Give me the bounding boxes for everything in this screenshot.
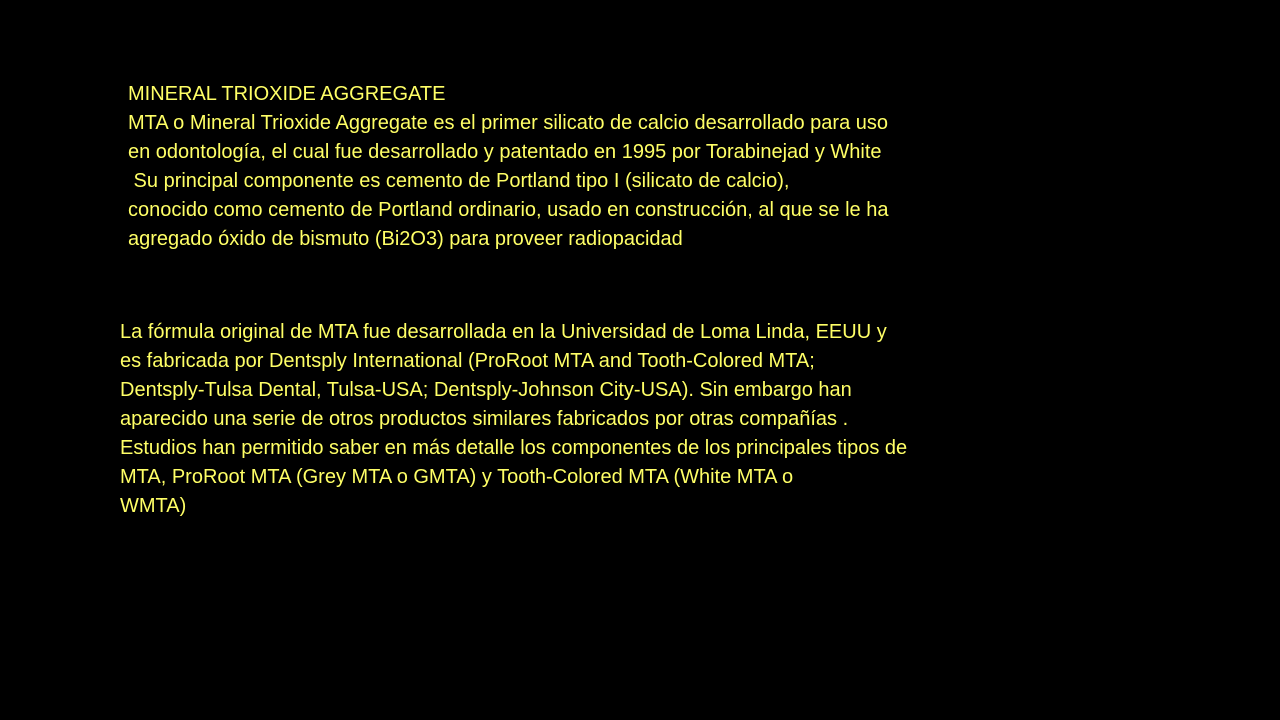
text-line: Estudios han permitido saber en más detalle los componentes de los principales tipos de <box>120 437 908 459</box>
paragraph-mta-origin <box>120 318 907 521</box>
paragraph-mta-definition <box>128 80 888 254</box>
text-line: agregado óxido de bismuto (Bi2O3) para proveer radiopacidad <box>128 228 683 250</box>
text-line: WMTA) <box>120 495 187 517</box>
text-line: en odontología, el cual fue desarrollado y patentado en 1995 por Torabinejad y White <box>128 141 882 163</box>
text-line: MTA o Mineral Trioxide Aggregate es el primer silicato de calcio desarrollado para uso <box>128 112 888 134</box>
slide-title: MINERAL TRIOXIDE AGGREGATE <box>128 83 446 105</box>
text-line: conocido como cemento de Portland ordinario, usado en construcción, al que se le ha <box>128 199 889 221</box>
text-line: MTA, ProRoot MTA (Grey MTA o GMTA) y Tooth-Colored MTA (White MTA o <box>120 466 794 488</box>
text-line: Dentsply-Tulsa Dental, Tulsa-USA; Dentsply-Johnson City-USA). Sin embargo han <box>120 379 852 401</box>
text-line: La fórmula original de MTA fue desarrollada en la Universidad de Loma Linda, EEUU y <box>120 321 887 343</box>
text-line: aparecido una serie de otros productos similares fabricados por otras compañías . <box>120 408 849 430</box>
text-line: Su principal componente es cemento de Portland tipo I (silicato de calcio), <box>128 170 790 192</box>
text-line: es fabricada por Dentsply International (ProRoot MTA and Tooth-Colored MTA; <box>120 350 815 372</box>
